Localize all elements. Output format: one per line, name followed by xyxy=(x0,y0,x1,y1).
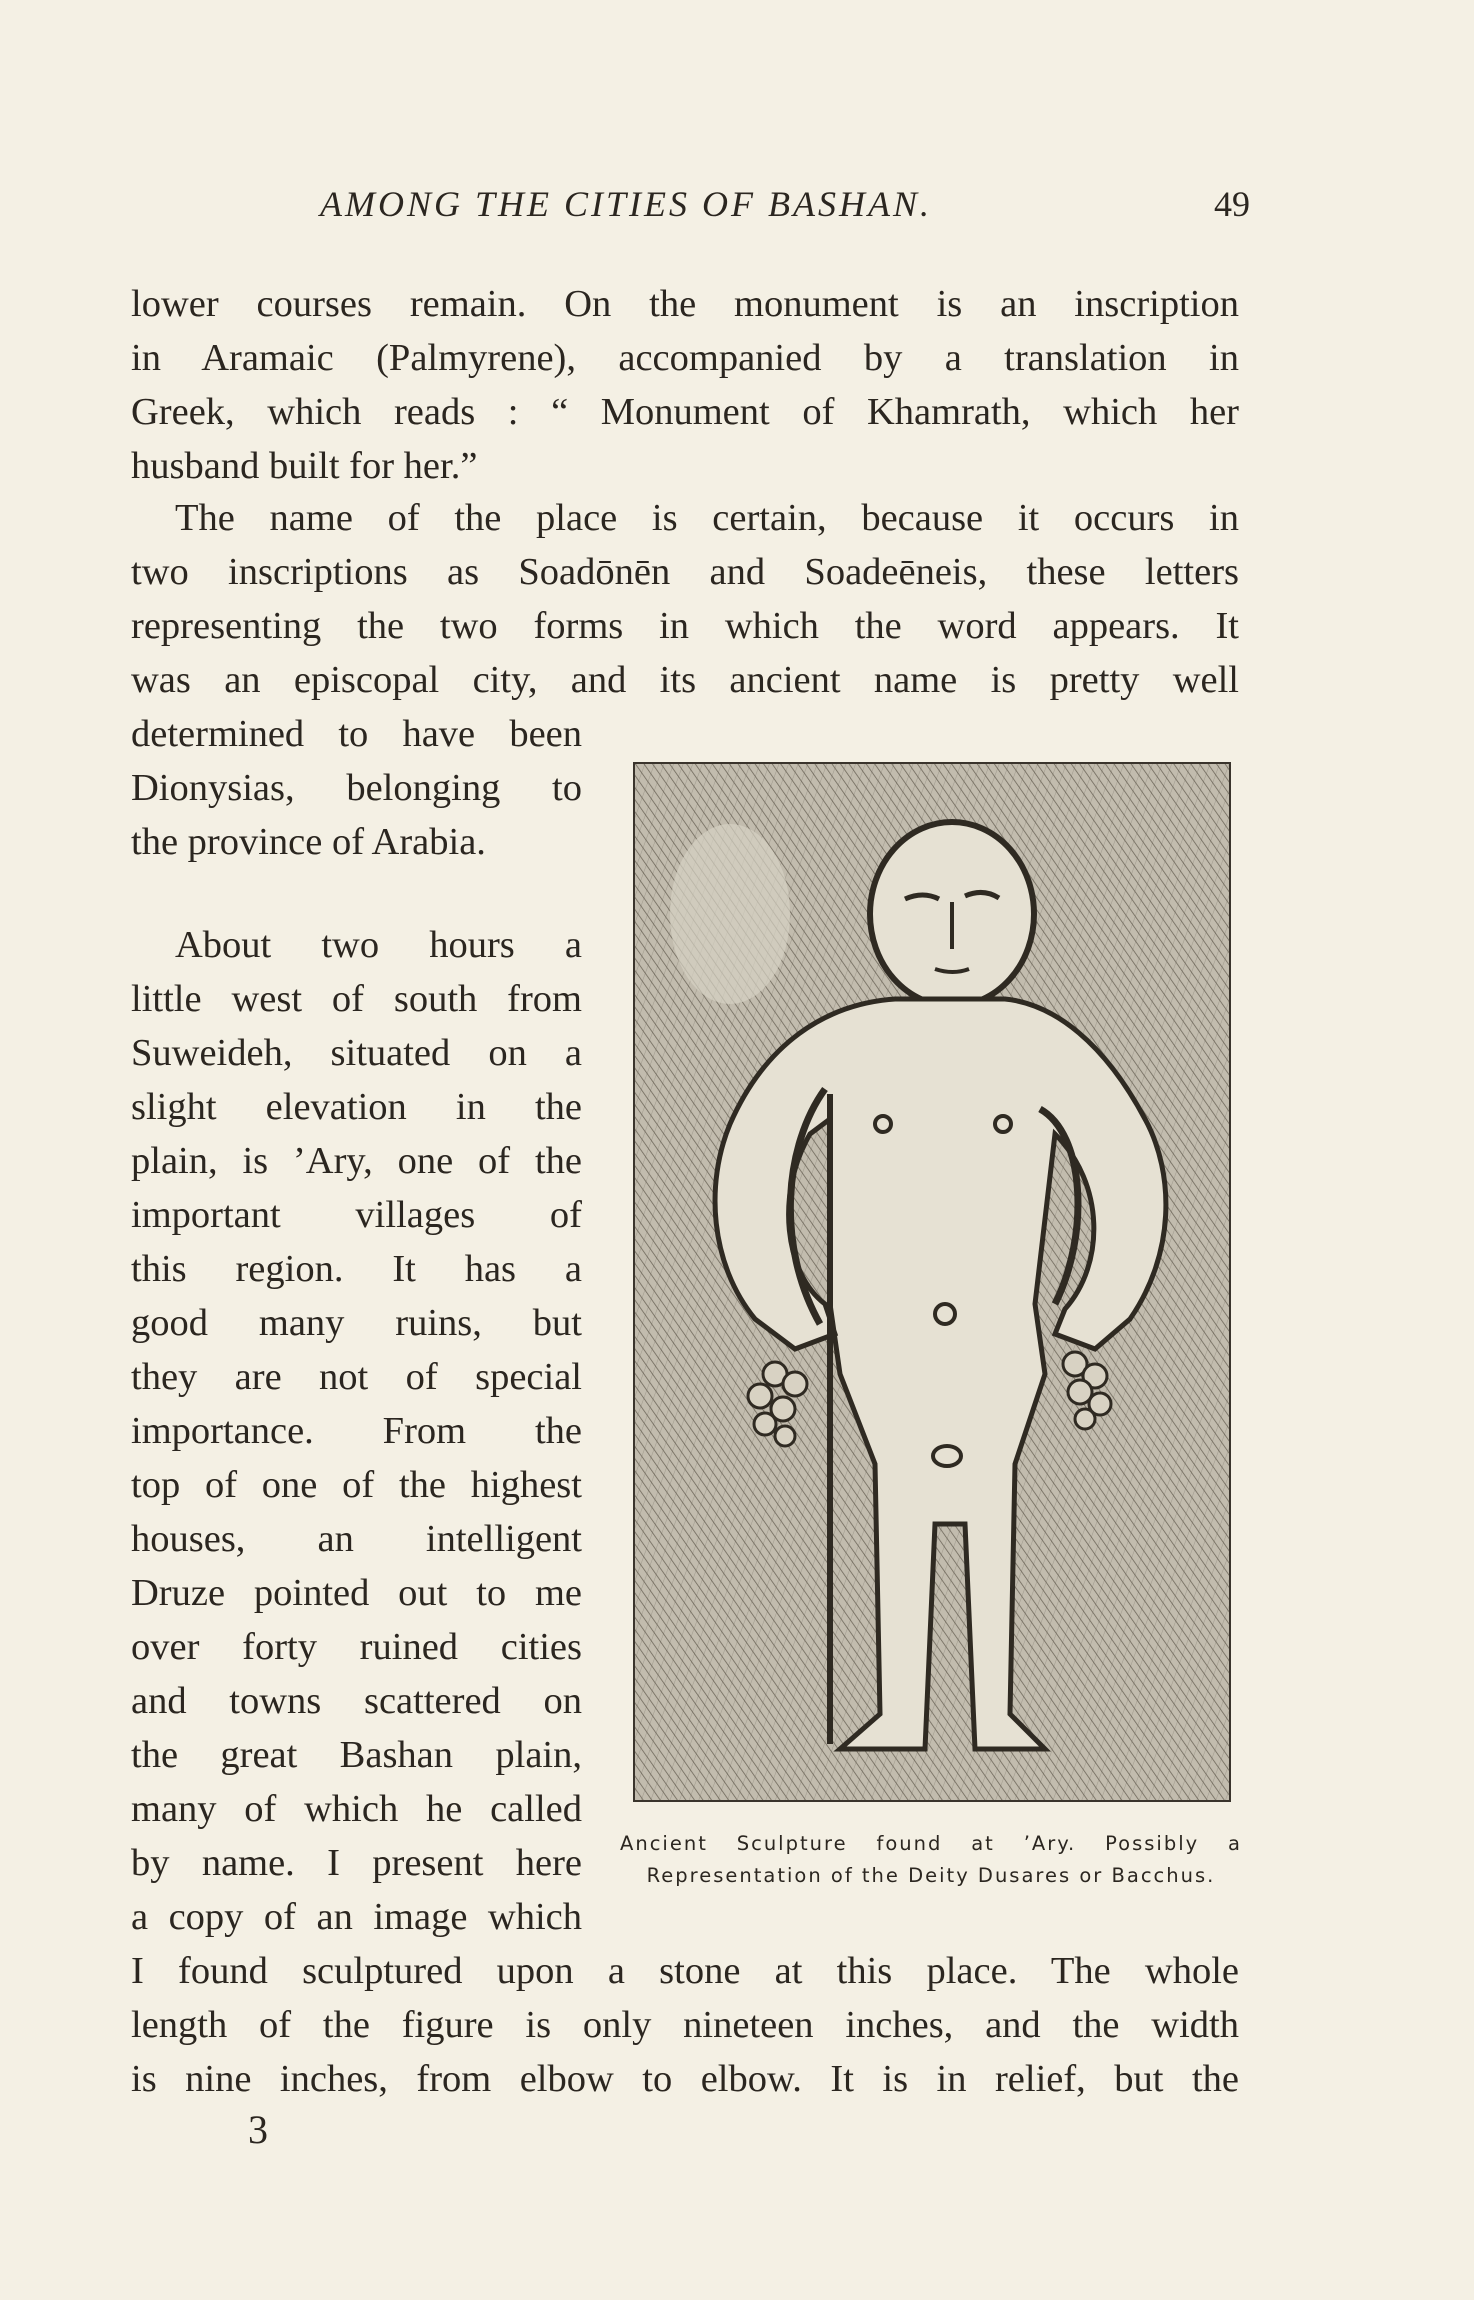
text-line: top of one of the highest xyxy=(131,1464,582,1506)
text-line: Suweideh, situated on a xyxy=(131,1032,582,1074)
text-line: About two hours a xyxy=(175,924,582,966)
text-line: was an episcopal city, and its ancient name is pretty well xyxy=(131,659,1239,701)
figure-caption-line: Representation of the Deity Dusares or Bacchus. xyxy=(646,1864,1216,1887)
signature-mark: 3 xyxy=(248,2107,268,2152)
text-line: Druze pointed out to me xyxy=(131,1572,582,1614)
text-line: many of which he called xyxy=(131,1788,582,1830)
page-number: 49 xyxy=(1214,184,1250,224)
text-line: in Aramaic (Palmyrene), accompanied by a translation in xyxy=(131,337,1239,379)
text-line: importance. From the xyxy=(131,1410,582,1452)
text-line: representing the two forms in which the word appears. It xyxy=(131,605,1239,647)
text-line: houses, an intelligent xyxy=(131,1518,582,1560)
text-line: over forty ruined cities xyxy=(131,1626,582,1668)
text-line: The name of the place is certain, because it occurs in xyxy=(175,497,1239,539)
text-line: length of the figure is only nineteen inches, and the width xyxy=(131,2004,1239,2046)
text-line: the great Bashan plain, xyxy=(131,1734,582,1776)
sculpture-engraving xyxy=(633,762,1231,1802)
text-line: little west of south from xyxy=(131,978,582,1020)
figure-caption-line: Ancient Sculpture found at ’Ary. Possibly a xyxy=(620,1832,1242,1855)
text-line: determined to have been xyxy=(131,713,582,755)
text-line: by name. I present here xyxy=(131,1842,582,1884)
text-line: two inscriptions as Soadōnēn and Soadeēneis, these letters xyxy=(131,551,1239,593)
text-line: a copy of an image which xyxy=(131,1896,582,1938)
text-line: this region. It has a xyxy=(131,1248,582,1290)
text-line: good many ruins, but xyxy=(131,1302,582,1344)
text-line: Dionysias, belonging to xyxy=(131,767,582,809)
running-header xyxy=(320,183,1250,243)
running-title: AMONG THE CITIES OF BASHAN. xyxy=(320,184,932,224)
text-line: Greek, which reads : “ Monument of Khamrath, which her xyxy=(131,391,1239,433)
text-line: I found sculptured upon a stone at this place. The whole xyxy=(131,1950,1239,1992)
text-line: is nine inches, from elbow to elbow. It is in relief, but the xyxy=(131,2058,1239,2100)
text-line: and towns scattered on xyxy=(131,1680,582,1722)
text-line: plain, is ’Ary, one of the xyxy=(131,1140,582,1182)
text-line: the province of Arabia. xyxy=(131,821,486,863)
text-line: important villages of xyxy=(131,1194,582,1236)
text-line: husband built for her.” xyxy=(131,445,478,487)
text-line: they are not of special xyxy=(131,1356,582,1398)
text-line: lower courses remain. On the monument is an inscription xyxy=(131,283,1239,325)
text-line: slight elevation in the xyxy=(131,1086,582,1128)
sculpture-illustration xyxy=(635,764,1229,1800)
